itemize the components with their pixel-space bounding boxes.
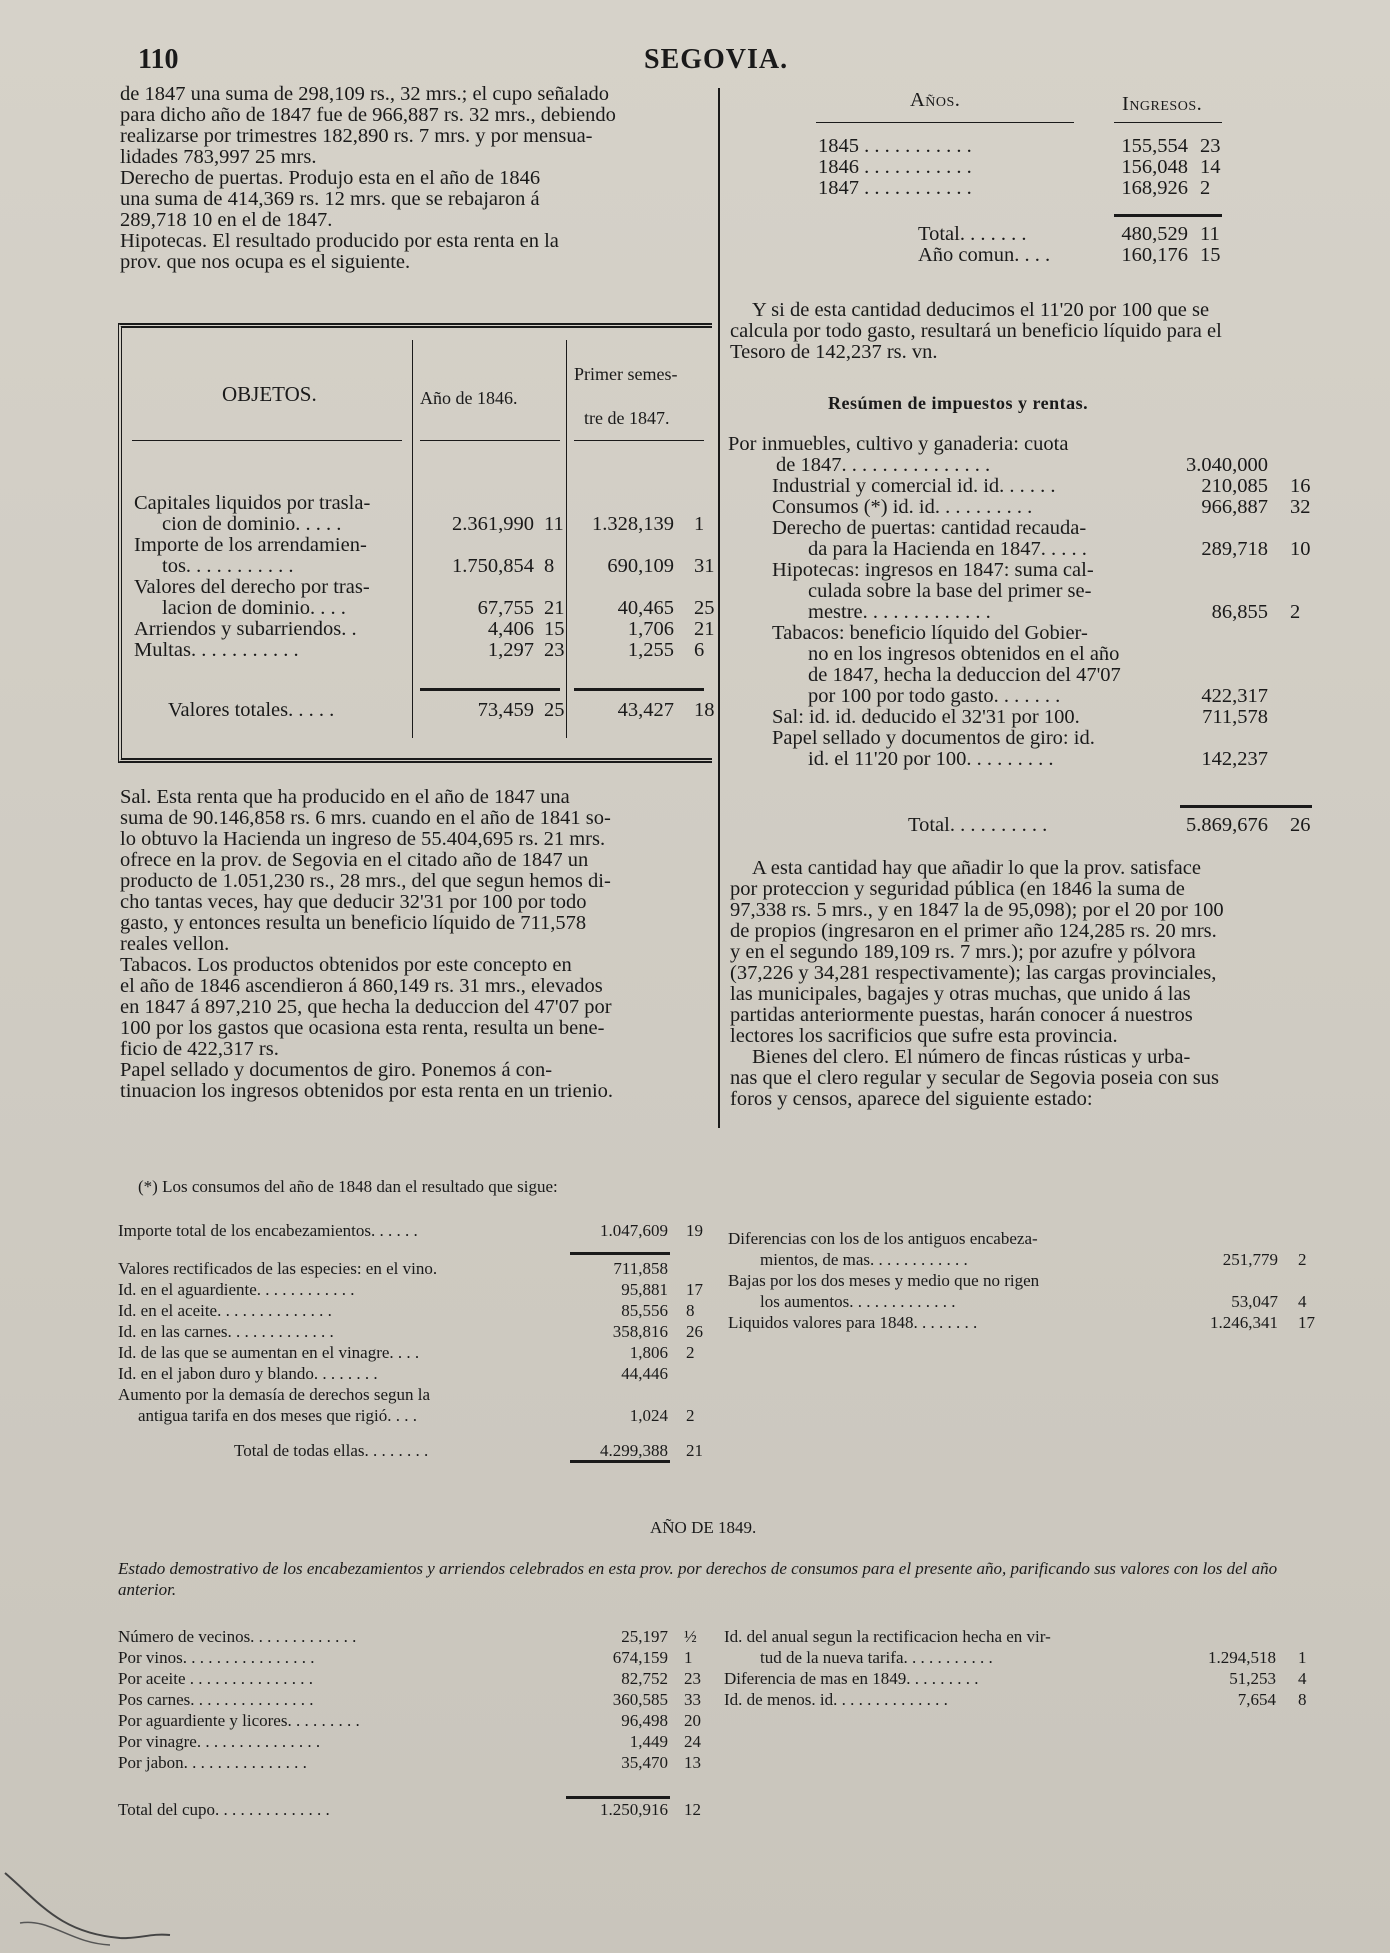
- row-cents: 26: [686, 1322, 703, 1341]
- table-row: [134, 493, 709, 535]
- item-label: mestre. . . . . . . . . . . . .: [808, 601, 991, 623]
- right-paragraph-1: [730, 300, 1315, 363]
- value-1847: 40,465: [617, 597, 674, 619]
- table-row: [134, 640, 709, 661]
- row-amount: 1,806: [629, 1343, 668, 1362]
- text-line: para dicho año de 1847 fue de 966,887 rs. 32 mrs., debiendo: [120, 104, 616, 126]
- value-1847: 690,109: [607, 555, 674, 577]
- row-cents: 20: [684, 1711, 701, 1730]
- item-label: id. el 11'20 por 100. . . . . . . . .: [808, 748, 1054, 770]
- text-line: Tabacos. Los productos obtenidos por este concepto en: [120, 954, 572, 976]
- item-label: Derecho de puertas: cantidad recauda-: [772, 517, 1087, 539]
- avg-label: Año comun. . . .: [918, 244, 1051, 266]
- year: 1846: [818, 156, 859, 178]
- text-line: (37,226 y 34,281 respectivamente); las cargas provinciales,: [730, 962, 1217, 984]
- text-line: en 1847 á 897,210 25, que hecha la deduccion del 47'07 por: [120, 996, 612, 1018]
- footnote-intro: (*) Los consumos del año de 1848 dan el resultado que sigue:: [138, 1177, 558, 1196]
- header-sem-2: tre de 1847.: [584, 408, 670, 428]
- row-cents: 4: [1298, 1669, 1307, 1688]
- row-cents: 33: [684, 1690, 701, 1709]
- total-cents: 21: [686, 1441, 703, 1460]
- resumen-total: [908, 815, 1318, 836]
- years-table: [730, 90, 1320, 280]
- footnote-row: [728, 1312, 1320, 1333]
- right-paragraph-2: [730, 858, 1315, 1110]
- item-label: da para la Hacienda en 1847. . . . .: [808, 538, 1087, 560]
- item-cents: 32: [1290, 496, 1311, 518]
- row-label: Id. en el aceite. . . . . . . . . . . . . .: [118, 1301, 332, 1320]
- amount: 168,926: [1121, 177, 1188, 199]
- list-item: [728, 518, 1318, 560]
- text-line: Tesoro de 142,237 rs. vn.: [730, 341, 938, 363]
- row-amount: 85,556: [621, 1301, 668, 1320]
- row-cents: 19: [686, 1221, 703, 1240]
- row-cents: 8: [1298, 1690, 1307, 1709]
- cents-1846: 15: [544, 618, 565, 640]
- header-rule: [574, 440, 704, 441]
- footnote-row: [728, 1228, 1320, 1270]
- text-line: Papel sellado y documentos de giro. Ponemos á con-: [120, 1059, 553, 1081]
- header-objetos: OBJETOS.: [222, 382, 317, 406]
- column-divider: [718, 88, 720, 1128]
- table-row: [134, 534, 715, 577]
- row-amount: 35,470: [621, 1753, 668, 1772]
- item-amount: 142,237: [1201, 748, 1268, 770]
- table-row: [724, 1626, 1320, 1668]
- header-rule: [132, 440, 402, 441]
- row-amount: 1.294,518: [1208, 1648, 1276, 1667]
- cents: 14: [1200, 156, 1221, 178]
- header-rule: [420, 440, 560, 441]
- row-label: Pos carnes. . . . . . . . . . . . . . .: [118, 1690, 314, 1709]
- table-1849-left: [118, 1626, 710, 1820]
- table-row: [134, 618, 715, 640]
- amount: 155,554: [1121, 135, 1188, 157]
- table-row: [118, 1647, 710, 1668]
- total-label: Total del cupo. . . . . . . . . . . . . .: [118, 1800, 330, 1819]
- total-label: Total. . . . . . .: [918, 223, 1027, 245]
- value-1846: 1,297: [487, 639, 534, 661]
- row-label: Id. de menos. id. . . . . . . . . . . . . .: [724, 1690, 948, 1709]
- year-row: [818, 156, 1221, 178]
- row-label: los aumentos. . . . . . . . . . . . .: [760, 1292, 956, 1311]
- cents-1846: 11: [544, 513, 564, 535]
- row-cents: 2: [686, 1343, 695, 1362]
- total-rule: [420, 688, 560, 691]
- footnote-left: [118, 1220, 710, 1461]
- row-label: Por vinagre. . . . . . . . . . . . . . .: [118, 1732, 321, 1751]
- cents-1847: 1: [694, 513, 705, 535]
- text-line: Sal. Esta renta que ha producido en el año de 1847 una: [120, 786, 570, 808]
- row-label: Bajas por los dos meses y medio que no rigen: [728, 1271, 1040, 1290]
- text-line: gasto, y entonces resulta un beneficio líquido de 711,578: [120, 912, 587, 934]
- row-label: Id. en el aguardiente. . . . . . . . . . . .: [118, 1280, 355, 1299]
- cents: 2: [1200, 177, 1211, 199]
- item-amount: 3.040,000: [1186, 454, 1268, 476]
- row-cents: 24: [684, 1732, 701, 1751]
- item-label: de 1847, hecha la deduccion del 47'07: [808, 664, 1121, 686]
- avg-amount: 160,176: [1121, 244, 1188, 266]
- total-cents: 26: [1290, 814, 1311, 836]
- handwritten-mark: [0, 1863, 200, 1953]
- amount: 156,048: [1121, 156, 1188, 178]
- item-cents: 2: [1290, 601, 1301, 623]
- row-cents: 17: [1298, 1313, 1315, 1332]
- list-item: [728, 728, 1318, 770]
- item-label: por 100 por todo gasto. . . . . . .: [808, 685, 1061, 707]
- total-row: [134, 699, 715, 722]
- footnote-row: [118, 1405, 710, 1426]
- row-cents: 2: [1298, 1250, 1307, 1269]
- footnote-row: [118, 1440, 710, 1461]
- dots: . . . . . . . . . . .: [859, 156, 972, 178]
- table-row: [724, 1689, 1320, 1710]
- cents-1846: 21: [544, 597, 565, 619]
- cents-1847: 25: [694, 597, 715, 619]
- section-subtitle-1849: Estado demostrativo de los encabezamientos y arriendos celebrados en esta prov. por derechos de consumos para el presente año, parificando sus valores con los del año anterior.: [118, 1559, 1278, 1599]
- value-1846: 1.750,854: [452, 555, 534, 577]
- text-line: 100 por los gastos que ocasiona esta renta, resulta un bene-: [120, 1017, 605, 1039]
- total-row: [118, 1799, 710, 1820]
- row-label: cion de dominio. . . . .: [162, 513, 342, 535]
- text-line: producto de 1.051,230 rs., 28 mrs., del que segun hemos di-: [120, 870, 611, 892]
- total-1847-cents: 18: [694, 699, 715, 721]
- total-1846-cents: 25: [544, 699, 565, 721]
- item-cents: 10: [1290, 538, 1311, 560]
- value-1847: 1.328,139: [592, 513, 674, 535]
- value-1846: 67,755: [477, 597, 534, 619]
- text-line: ficio de 422,317 rs.: [120, 1038, 279, 1060]
- row-label: antigua tarifa en dos meses que rigió. . . .: [138, 1406, 418, 1425]
- row-cents: 13: [684, 1753, 701, 1772]
- row-amount: 1,449: [629, 1732, 668, 1751]
- text-line: lo obtuvo la Hacienda un ingreso de 55.404,695 rs. 21 mrs.: [120, 828, 606, 850]
- row-cents: 1: [684, 1648, 693, 1667]
- value-1847: 1,255: [627, 639, 674, 661]
- row-label: tud de la nueva tarifa. . . . . . . . . . .: [760, 1648, 993, 1667]
- total-rule: [574, 688, 704, 691]
- text-line: tinuacion los ingresos obtenidos por esta renta en un trienio.: [120, 1080, 614, 1102]
- header-rule: [816, 122, 1074, 123]
- list-item: [728, 623, 1318, 707]
- row-label: Diferencia de mas en 1849. . . . . . . . .: [724, 1669, 979, 1688]
- header-ano-1846: Año de 1846.: [420, 388, 518, 408]
- item-label: Tabacos: beneficio líquido del Gobier-: [772, 622, 1088, 644]
- row-cents: 4: [1298, 1292, 1307, 1311]
- section-title-1849: AÑO DE 1849.: [650, 1518, 757, 1537]
- resumen-list: [728, 434, 1318, 770]
- footnote-row: [118, 1258, 710, 1279]
- page-number: 110: [138, 44, 179, 75]
- text-line: foros y censos, aparece del siguiente estado:: [730, 1088, 1093, 1110]
- row-label: Por aguardiente y licores. . . . . . . . .: [118, 1711, 360, 1730]
- header-sem-1: Primer semes-: [574, 364, 678, 384]
- total-cents: 12: [684, 1800, 701, 1819]
- text-line: Y si de esta cantidad deducimos el 11'20 por 100 que se: [752, 299, 1210, 321]
- row-amount: 360,585: [612, 1690, 668, 1709]
- row-amount: 711,858: [613, 1259, 668, 1278]
- table-row: [118, 1626, 710, 1647]
- row-cents: 2: [686, 1406, 695, 1425]
- text-line: realizarse por trimestres 182,890 rs. 7 mrs. y por mensua-: [120, 125, 593, 147]
- item-amount: 210,085: [1201, 475, 1268, 497]
- sum-rule: [570, 1252, 670, 1255]
- footnote-row: [118, 1300, 710, 1321]
- item-label: Sal: id. id. deducido el 32'31 por 100.: [772, 706, 1080, 728]
- row-label: Id. en las carnes. . . . . . . . . . . . .: [118, 1322, 334, 1341]
- footnote-row: [118, 1321, 710, 1342]
- text-line: Hipotecas. El resultado producido por esta renta en la: [120, 230, 559, 252]
- text-line: partidas anteriormente puestas, harán conocer á nuestros: [730, 1004, 1193, 1026]
- table-row: [724, 1668, 1320, 1689]
- cents-1846: 23: [544, 639, 565, 661]
- text-line: 289,718 10 en el de 1847.: [120, 209, 333, 231]
- year-row: [818, 135, 1221, 157]
- table-row: [118, 1689, 710, 1710]
- total-1847: 43,427: [617, 699, 674, 721]
- row-cents: 1: [1298, 1648, 1307, 1667]
- item-amount: 86,855: [1211, 601, 1268, 623]
- text-line: lidades 783,997 25 mrs.: [120, 146, 317, 168]
- row-label: Valores rectificados de las especies: en el vino.: [118, 1259, 438, 1278]
- text-line: calcula por todo gasto, resultará un beneficio líquido para el: [730, 320, 1222, 342]
- total-rule: [1180, 805, 1312, 808]
- row-label: lacion de dominio. . . .: [162, 597, 346, 619]
- table-row: [118, 1668, 710, 1689]
- total-label: Total. . . . . . . . . .: [908, 814, 1048, 836]
- row-label: Capitales liquidos por trasla-: [134, 492, 371, 514]
- row-label: Valores del derecho por tras-: [134, 576, 370, 598]
- total-cents: 11: [1200, 223, 1220, 245]
- header-rule: [1114, 122, 1222, 123]
- footnote-row: [118, 1384, 710, 1405]
- row-label: Multas. . . . . . . . . . .: [134, 639, 299, 661]
- total-label: Total de todas ellas. . . . . . . .: [234, 1441, 429, 1460]
- text-line: y en el segundo 189,109 rs. 7 mrs.); por azufre y pólvora: [730, 941, 1196, 963]
- total-rule: [1114, 214, 1222, 217]
- value-1847: 1,706: [627, 618, 674, 640]
- hipotecas-table: [118, 323, 715, 763]
- cents-1847: 21: [694, 618, 715, 640]
- text-line: ofrece en la prov. de Segovia en el citado año de 1847 un: [120, 849, 589, 871]
- text-line: de propios (ingresaron en el primer año 124,285 rs. 20 mrs.: [730, 920, 1217, 942]
- table-body: [134, 492, 715, 661]
- table-row: [118, 1752, 710, 1773]
- table-row: [118, 1731, 710, 1752]
- text-line: prov. que nos ocupa es el siguiente.: [120, 251, 411, 273]
- row-cents: ½: [684, 1627, 697, 1646]
- row-label: Importe de los arrendamien-: [134, 534, 367, 556]
- text-line: de 1847 una suma de 298,109 rs., 32 mrs.; el cupo señalado: [120, 83, 610, 105]
- row-amount: 51,253: [1229, 1669, 1276, 1688]
- footnote-row: [118, 1363, 710, 1384]
- row-label: Por jabon. . . . . . . . . . . . . . .: [118, 1753, 307, 1772]
- left-top-text: [120, 84, 705, 273]
- item-amount: 966,887: [1201, 496, 1268, 518]
- footnote-row: [118, 1342, 710, 1363]
- left-bottom-text: [120, 787, 705, 1102]
- row-cents: 23: [684, 1669, 701, 1688]
- row-label: Id. de las que se aumentan en el vinagre. . . .: [118, 1343, 420, 1362]
- row-label: Liquidos valores para 1848. . . . . . . .: [728, 1313, 978, 1332]
- header-anos: Años.: [910, 89, 961, 111]
- row-cents: 17: [686, 1280, 703, 1299]
- text-line: suma de 90.146,858 rs. 6 mrs. cuando en el año de 1841 so-: [120, 807, 611, 829]
- avg-row: [918, 245, 1228, 266]
- list-item: [728, 476, 1318, 497]
- text-line: cho tantas veces, hay que deducir 32'31 por 100 por todo: [120, 891, 587, 913]
- table-row: [118, 1710, 710, 1731]
- list-item: [728, 707, 1318, 728]
- row-label: Aumento por la demasía de derechos segun la: [118, 1385, 431, 1404]
- page-title: SEGOVIA.: [644, 44, 789, 75]
- footnote-row: [728, 1270, 1320, 1312]
- year: 1847: [818, 177, 859, 199]
- row-label: mientos, de mas. . . . . . . . . . . .: [760, 1250, 968, 1269]
- total-amount: 5.869,676: [1186, 814, 1268, 836]
- text-line: Bienes del clero. El número de fincas rústicas y urba-: [752, 1046, 1191, 1068]
- text-line: A esta cantidad hay que añadir lo que la prov. satisface: [752, 857, 1201, 879]
- year-row: [818, 178, 1218, 199]
- row-label: Arriendos y subarriendos. .: [134, 618, 357, 640]
- list-item: [728, 497, 1318, 518]
- row-label: Diferencias con los de los antiguos encabeza-: [728, 1229, 1038, 1248]
- footnote-row: [118, 1279, 710, 1300]
- item-label: no en los ingresos obtenidos en el año: [808, 643, 1120, 665]
- item-amount: 422,317: [1201, 685, 1268, 707]
- row-amount: 251,779: [1222, 1250, 1278, 1269]
- cents-1847: 6: [694, 639, 705, 661]
- total-amount: 4.299,388: [600, 1441, 668, 1460]
- list-item: [728, 434, 1318, 476]
- row-amount: 7,654: [1237, 1690, 1276, 1709]
- text-line: una suma de 414,369 rs. 12 mrs. que se rebajaron á: [120, 188, 540, 210]
- table-1849-right: [724, 1626, 1320, 1710]
- row-amount: 96,498: [621, 1711, 668, 1730]
- item-label: de 1847. . . . . . . . . . . . . . .: [776, 454, 991, 476]
- row-label: Por aceite . . . . . . . . . . . . . . .: [118, 1669, 313, 1688]
- total-label: Valores totales. . . . .: [168, 699, 335, 721]
- row-label: Por vinos. . . . . . . . . . . . . . . .: [118, 1648, 315, 1667]
- row-label: Número de vecinos. . . . . . . . . . . . .: [118, 1627, 357, 1646]
- row-amount: 1.246,341: [1210, 1313, 1278, 1332]
- text-line: el año de 1846 ascendieron á 860,149 rs. 31 mrs., elevados: [120, 975, 603, 997]
- row-label: Importe total de los encabezamientos. . . . . .: [118, 1221, 418, 1240]
- dots: . . . . . . . . . . .: [859, 177, 972, 199]
- list-item: [728, 560, 1318, 623]
- row-amount: 82,752: [621, 1669, 668, 1688]
- cents-1846: 8: [544, 555, 555, 577]
- row-cents: 8: [686, 1301, 695, 1320]
- text-line: por proteccion y seguridad pública (en 1846 la suma de: [730, 878, 1185, 900]
- row-amount: 1.047,609: [600, 1221, 668, 1240]
- item-label: Por inmuebles, cultivo y ganaderia: cuota: [728, 433, 1069, 455]
- cents: 23: [1200, 135, 1221, 157]
- item-amount: 711,578: [1202, 706, 1268, 728]
- row-amount: 674,159: [612, 1648, 668, 1667]
- row-amount: 25,197: [621, 1627, 668, 1646]
- row-amount: 95,881: [621, 1280, 668, 1299]
- text-line: las municipales, bagajes y otras muchas, que unido á las: [730, 983, 1191, 1005]
- row-amount: 1,024: [629, 1406, 668, 1425]
- avg-cents: 15: [1200, 244, 1221, 266]
- row-amount: 358,816: [612, 1322, 668, 1341]
- year: 1845: [818, 135, 859, 157]
- value-1846: 2.361,990: [452, 513, 534, 535]
- value-1846: 4,406: [487, 618, 534, 640]
- row-label: tos. . . . . . . . . . .: [162, 555, 294, 577]
- total-1846: 73,459: [477, 699, 534, 721]
- total-amount: 1.250,916: [600, 1800, 668, 1819]
- row-amount: 44,446: [621, 1364, 668, 1383]
- table-row: [134, 576, 715, 619]
- row-label: Id. del anual segun la rectificacion hecha en vir-: [724, 1627, 1051, 1646]
- footnote-right: [728, 1228, 1320, 1333]
- resumen-title: Resúmen de impuestos y rentas.: [828, 393, 1089, 413]
- row-label: Id. en el jabon duro y blando. . . . . . . .: [118, 1364, 378, 1383]
- item-label: Hipotecas: ingresos en 1847: suma cal-: [772, 559, 1094, 581]
- total-amount: 480,529: [1121, 223, 1188, 245]
- text-line: lectores los sacrificios que sufre esta provincia.: [730, 1025, 1118, 1047]
- text-line: reales vellon.: [120, 933, 230, 955]
- item-label: culada sobre la base del primer se-: [808, 580, 1092, 602]
- text-line: nas que el clero regular y secular de Segovia poseia con sus: [730, 1067, 1219, 1089]
- cents-1847: 31: [694, 555, 715, 577]
- text-line: 97,338 rs. 5 mrs., y en 1847 la de 95,098); por el 20 por 100: [730, 899, 1224, 921]
- item-label: Consumos (*) id. id. . . . . . . . . .: [772, 496, 1033, 518]
- item-amount: 289,718: [1201, 538, 1268, 560]
- text-line: Derecho de puertas. Produjo esta en el año de 1846: [120, 167, 541, 189]
- item-cents: 16: [1290, 475, 1311, 497]
- item-label: Papel sellado y documentos de giro: id.: [772, 727, 1095, 749]
- dots: . . . . . . . . . . .: [859, 135, 972, 157]
- total-row: [918, 224, 1228, 245]
- header-ingresos: Ingresos.: [1122, 93, 1203, 115]
- item-label: Industrial y comercial id. id. . . . . .: [772, 475, 1056, 497]
- row-amount: 53,047: [1231, 1292, 1278, 1311]
